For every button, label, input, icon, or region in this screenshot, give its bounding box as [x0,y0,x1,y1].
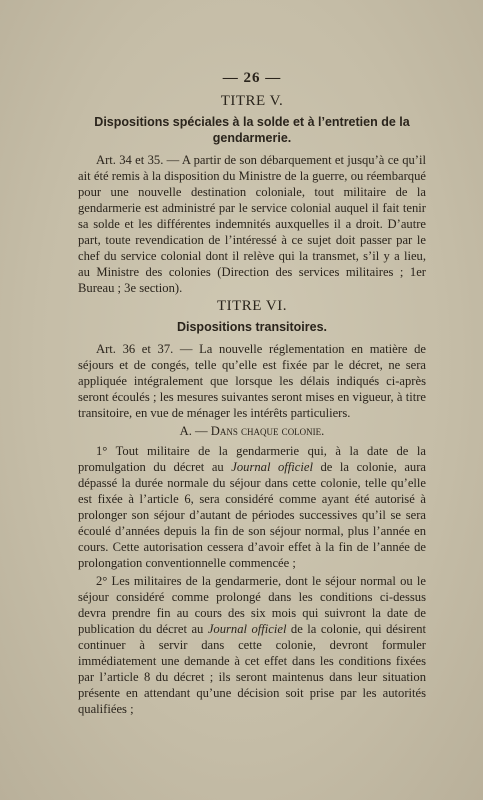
article-34-35: Art. 34 et 35. — A partir de son débarquement et jusqu’à ce qu’il ait été remis à la disposition du Ministre de la guerre, ou réembarqué pour une nouvelle destination coloniale, tout militaire de la gendarmerie est administré par le service colonial auquel il fait tenir sa solde et les différentes indemnités auxquelles il a droit. D’autre part, toute revendication de l’intéressé à ce sujet doit passer par le chef du service colonial dont il relève qui la transmet, s’il y a lieu, au Ministre des colonies (Direction des services militaires ; 1er Bureau ; 3e section). [78,153,426,295]
titre-vi-subject: Dispositions transitoires. [176,320,328,334]
item-2-text-b: de la colonie, qui désirent continuer à servir dans cette colonie, devront formuler immédiatement une demande à cet effet dans les conditions fixées par l’article 8 du décret ; ils seront maintenus dans leur situation présente en attendant qu’une décision soit prise par les autorités qualifiées ; [78,622,426,716]
item-1-text-a: 1° Tout militaire de la gendarmerie qui, à la date de la promulgation du décret au [78,444,426,474]
item-2-text-a: 2° Les militaires de la gendarmerie, dont le séjour normal ou le séjour considéré comme prolongé dans les conditions ci-dessus devra prendre fin au cours des six mois qui suivront la date de publication du décret au [78,574,426,636]
item-1-text-b: de la colonie, aura dépassé la durée normale du séjour dans cette colonie, telle qu’elle est fixée à l’article 6, sera considéré comme ayant été autorisé à prolonger son séjour d’autant de périodes successives qu’il se sera écoulé d’années depuis la fin de son séjour normal, plus l’année en cours. Cette autorisation cessera d’avoir effet à la fin de l’année de prolongation conventionnelle commencée ; [78,460,426,570]
titre-vi-heading: TITRE VI. [216,298,288,314]
subheading-dans-chaque-colonie: A. — Dans chaque colonie. [179,424,325,438]
titre-v-heading: TITRE V. [220,93,284,109]
article-36-37: Art. 36 et 37. — La nouvelle réglementation en matière de séjours et de congés, telle qu’elle est fixée par le décret, ne sera appliquée intégralement que lorsque les délais indiqués ci-après seront écoulés ; les mesures suivantes seront mises en vigueur, à titre transitoire, en vue de ménager les intérêts particuliers. [78,342,426,420]
item-1-journal-officiel: Journal officiel [231,460,313,474]
item-2-journal-officiel: Journal officiel [207,622,287,636]
page-number: — 26 — [222,70,282,86]
item-1 [78,443,426,571]
item-2 [78,573,426,717]
page-content [78,70,426,719]
titre-v-subject: Dispositions spéciales à la solde et à l’entretien de la gendarmerie. [94,115,410,145]
